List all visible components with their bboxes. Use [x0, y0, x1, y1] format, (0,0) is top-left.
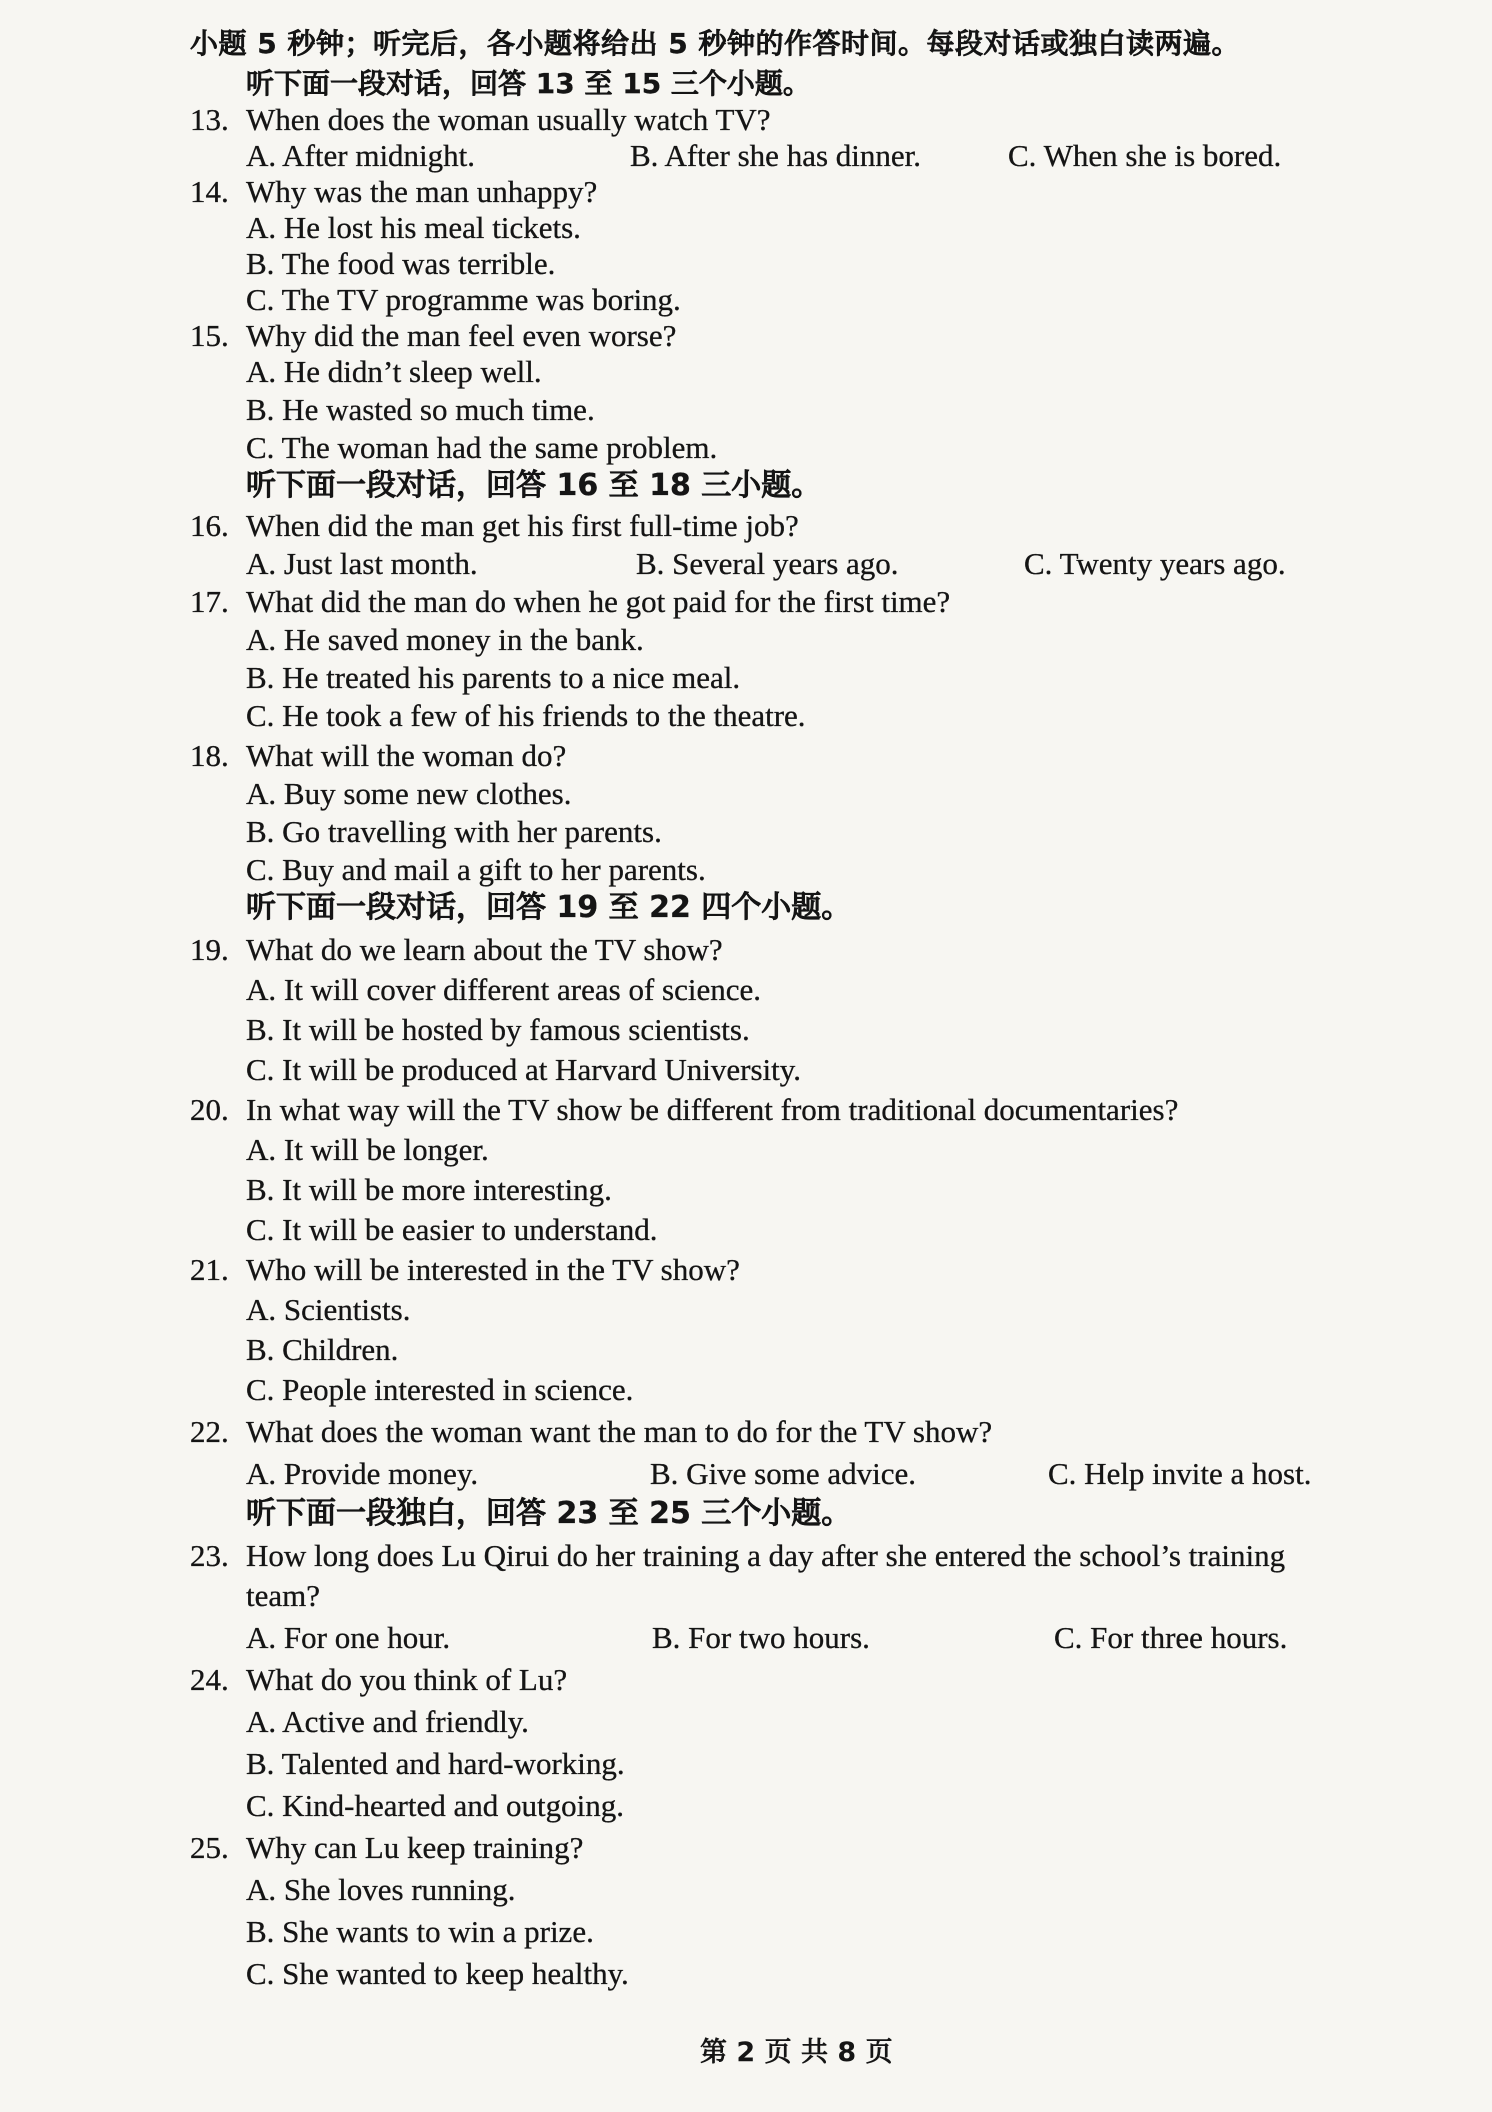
question-20-option-b: B. It will be more interesting.: [246, 1172, 612, 1207]
question-24-option-b: B. Talented and hard-working.: [246, 1746, 625, 1781]
question-number: 21.: [190, 1252, 229, 1287]
question-number: 18.: [190, 738, 229, 773]
question-number: 16.: [190, 508, 229, 543]
question-21-text: Who will be interested in the TV show?: [246, 1252, 740, 1287]
question-22-option-a: A. Provide money.: [246, 1456, 479, 1491]
question-24-option-c: C. Kind-hearted and outgoing.: [246, 1788, 624, 1823]
question-20-text: In what way will the TV show be different from traditional documentaries?: [246, 1092, 1179, 1127]
section-heading-1: 听下面一段对话，回答 13 至 15 三个小题。: [246, 67, 811, 100]
question-number: 25.: [190, 1830, 229, 1865]
question-number: 24.: [190, 1662, 229, 1697]
question-23-option-c: C. For three hours.: [1054, 1620, 1288, 1655]
question-16-text: When did the man get his first full-time job?: [246, 508, 799, 543]
question-19-option-c: C. It will be produced at Harvard University.: [246, 1052, 801, 1087]
question-20-option-a: A. It will be longer.: [246, 1132, 489, 1167]
question-number: 13.: [190, 102, 229, 137]
question-19-option-a: A. It will cover different areas of science.: [246, 972, 761, 1007]
question-23-text: How long does Lu Qirui do her training a day after she entered the school’s training: [246, 1538, 1286, 1573]
question-14-option-b: B. The food was terrible.: [246, 246, 556, 281]
question-22-text: What does the woman want the man to do for the TV show?: [246, 1414, 993, 1449]
question-17-option-c: C. He took a few of his friends to the theatre.: [246, 698, 806, 733]
question-21-option-b: B. Children.: [246, 1332, 399, 1367]
question-number: 14.: [190, 174, 229, 209]
question-25-option-b: B. She wants to win a prize.: [246, 1914, 594, 1949]
question-13-option-a: A. After midnight.: [246, 138, 476, 173]
question-number: 17.: [190, 584, 229, 619]
question-15-option-a: A. He didn’t sleep well.: [246, 354, 542, 389]
question-13-text: When does the woman usually watch TV?: [246, 102, 771, 137]
question-25-text: Why can Lu keep training?: [246, 1830, 584, 1865]
question-18-option-c: C. Buy and mail a gift to her parents.: [246, 852, 706, 887]
question-14-option-c: C. The TV programme was boring.: [246, 282, 681, 317]
question-18-option-a: A. Buy some new clothes.: [246, 776, 572, 811]
question-19-text: What do we learn about the TV show?: [246, 932, 723, 967]
question-18-option-b: B. Go travelling with her parents.: [246, 814, 662, 849]
question-number: 15.: [190, 318, 229, 353]
question-25-option-c: C. She wanted to keep healthy.: [246, 1956, 629, 1991]
instruction-text: 小题 5 秒钟；听完后，各小题将给出 5 秒钟的作答时间。每段对话或独白读两遍。: [190, 27, 1240, 60]
question-14-text: Why was the man unhappy?: [246, 174, 598, 209]
question-23-text-continued: team?: [246, 1578, 321, 1613]
question-number: 22.: [190, 1414, 229, 1449]
question-24-option-a: A. Active and friendly.: [246, 1704, 529, 1739]
question-13-option-c: C. When she is bored.: [1008, 138, 1282, 173]
question-15-option-b: B. He wasted so much time.: [246, 392, 595, 427]
question-17-text: What did the man do when he got paid for the first time?: [246, 584, 951, 619]
question-16-option-a: A. Just last month.: [246, 546, 478, 581]
question-21-option-c: C. People interested in science.: [246, 1372, 634, 1407]
question-15-option-c: C. The woman had the same problem.: [246, 430, 718, 465]
question-16-option-b: B. Several years ago.: [636, 546, 899, 581]
section-heading-4: 听下面一段独白，回答 23 至 25 三个小题。: [246, 1496, 852, 1531]
question-23-option-a: A. For one hour.: [246, 1620, 451, 1655]
question-21-option-a: A. Scientists.: [246, 1292, 411, 1327]
question-number: 19.: [190, 932, 229, 967]
question-13-option-b: B. After she has dinner.: [630, 138, 922, 173]
question-19-option-b: B. It will be hosted by famous scientists.: [246, 1012, 750, 1047]
question-25-option-a: A. She loves running.: [246, 1872, 516, 1907]
question-18-text: What will the woman do?: [246, 738, 567, 773]
question-15-text: Why did the man feel even worse?: [246, 318, 677, 353]
question-22-option-c: C. Help invite a host.: [1048, 1456, 1312, 1491]
question-22-option-b: B. Give some advice.: [650, 1456, 917, 1491]
question-23-option-b: B. For two hours.: [652, 1620, 870, 1655]
question-number: 20.: [190, 1092, 229, 1127]
section-heading-3: 听下面一段对话，回答 19 至 22 四个小题。: [246, 890, 852, 925]
question-16-option-c: C. Twenty years ago.: [1024, 546, 1286, 581]
question-20-option-c: C. It will be easier to understand.: [246, 1212, 658, 1247]
question-17-option-b: B. He treated his parents to a nice meal.: [246, 660, 741, 695]
question-number: 23.: [190, 1538, 229, 1573]
section-heading-2: 听下面一段对话，回答 16 至 18 三小题。: [246, 468, 822, 503]
question-14-option-a: A. He lost his meal tickets.: [246, 210, 581, 245]
question-24-text: What do you think of Lu?: [246, 1662, 568, 1697]
page-number: 第 2 页 共 8 页: [700, 2037, 893, 2068]
question-17-option-a: A. He saved money in the bank.: [246, 622, 644, 657]
